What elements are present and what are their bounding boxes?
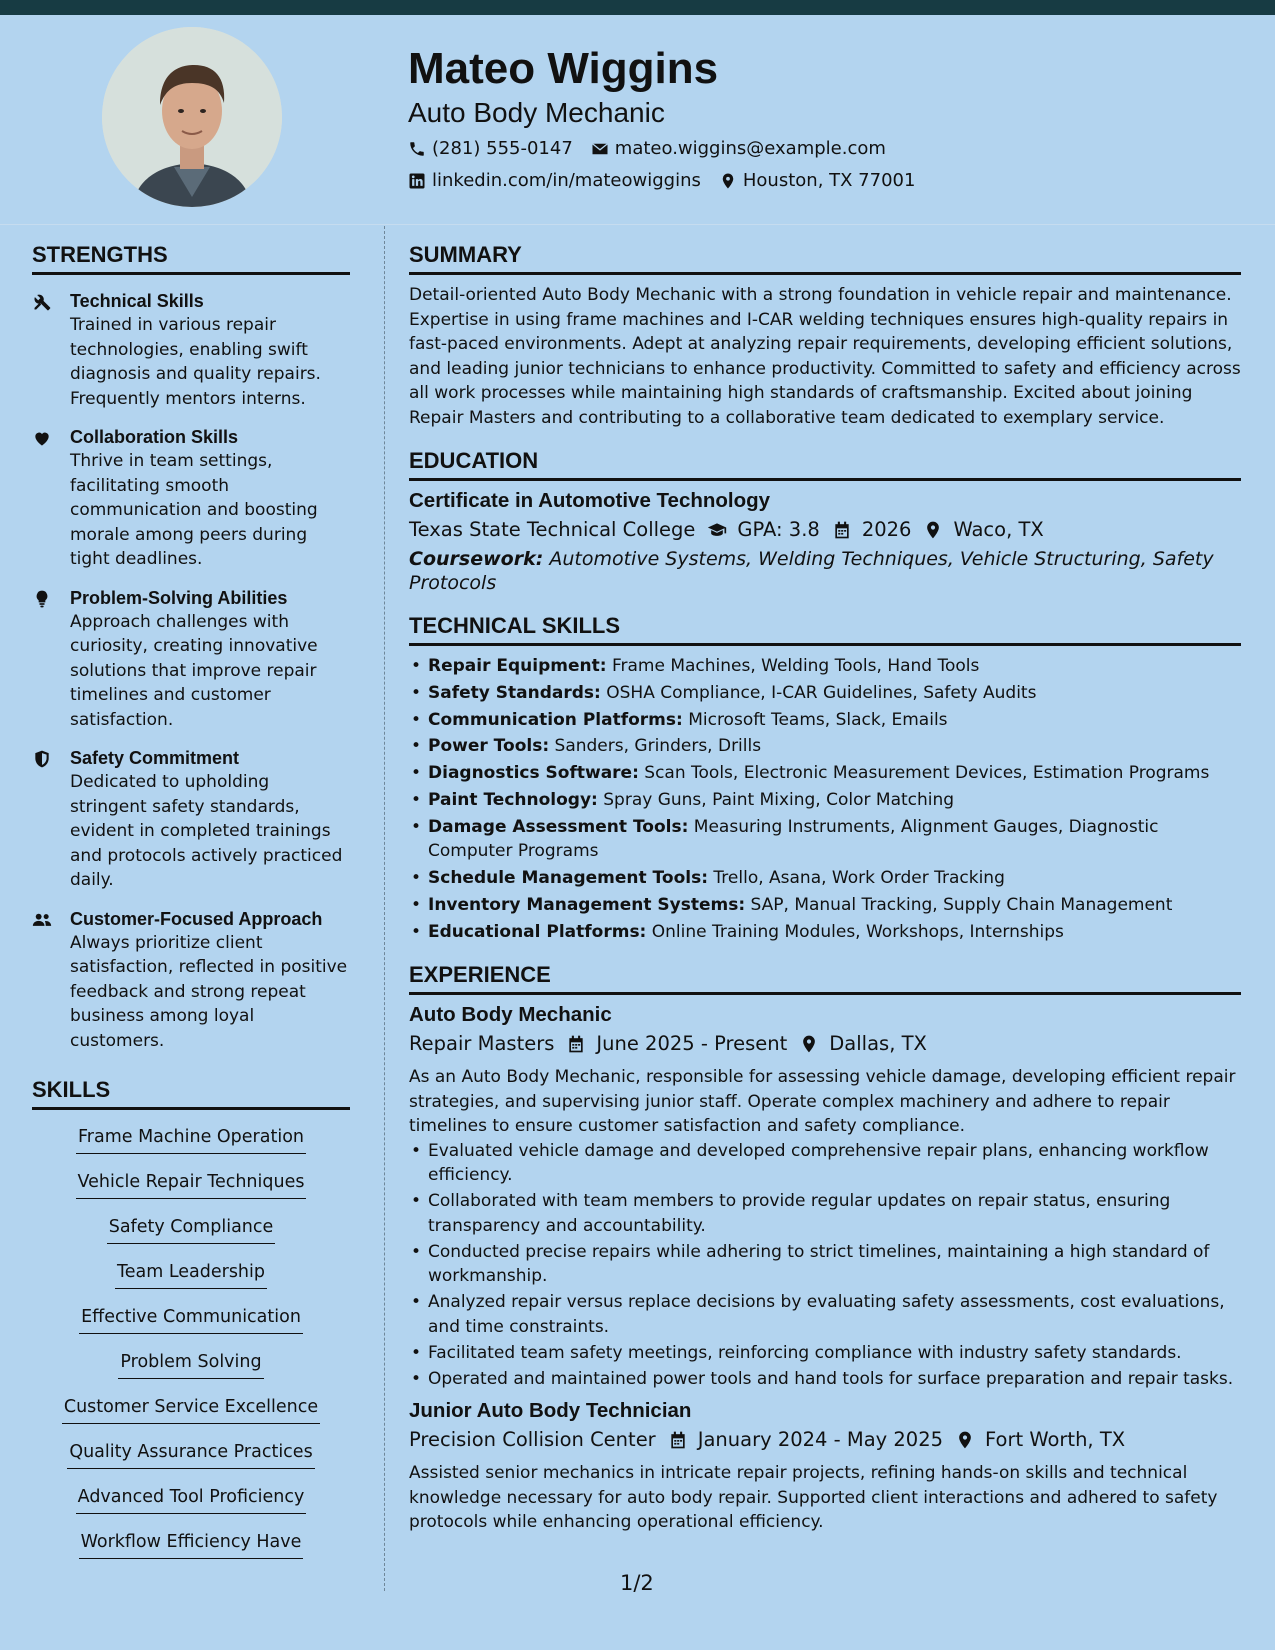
strength-item — [32, 907, 350, 1054]
coursework-label: Coursework: — [409, 548, 544, 570]
strength-desc: Approach challenges with curiosity, creating innovative solutions that improve repair timelines and customer satisfaction. — [70, 611, 318, 730]
map-pin-icon — [799, 1034, 819, 1054]
job-dates-item — [668, 1425, 943, 1455]
job-dates-item — [566, 1029, 787, 1059]
job-meta — [409, 1029, 1241, 1059]
edu-location-text: Waco, TX — [953, 518, 1044, 541]
strength-desc: Always prioritize client satisfaction, reflected in positive feedback and strong repeat business among loyal customers. — [70, 932, 348, 1051]
strength-title: Technical Skills — [70, 291, 204, 311]
calendar-icon — [832, 520, 852, 540]
strength-desc: Dedicated to upholding stringent safety standards, evident in completed trainings and protocols actively practiced daily. — [70, 772, 343, 890]
strengths-heading: STRENGTHS — [32, 240, 350, 275]
tech-skill-label: Repair Equipment: — [428, 656, 607, 676]
tech-skill-value: Spray Guns, Paint Mixing, Color Matching — [603, 789, 955, 810]
tech-skill-value: Microsoft Teams, Slack, Emails — [688, 709, 948, 730]
job-location: Fort Worth, TX — [985, 1428, 1126, 1452]
linkedin-contact[interactable] — [408, 166, 701, 196]
right-column — [409, 240, 1241, 1535]
strength-item — [32, 586, 350, 733]
list-item — [409, 708, 1241, 733]
list-item — [409, 893, 1241, 918]
job-location-item — [799, 1029, 927, 1059]
company-name: Repair Masters — [409, 1032, 555, 1056]
job-location: Dallas, TX — [829, 1032, 927, 1056]
job-title: Junior Auto Body Technician — [409, 1399, 692, 1423]
tech-skill-label: Diagnostics Software: — [428, 763, 639, 784]
list-item: • Conducted precise repairs while adhering to strict timelines, maintaining a high standard of workmanship. — [409, 1240, 1241, 1289]
tech-skill-label: Paint Technology: — [428, 789, 598, 810]
skill-tag: Quality Assurance Practices — [67, 1439, 314, 1469]
skill-tag: Customer Service Excellence — [62, 1394, 320, 1424]
summary-text: Detail-oriented Auto Body Mechanic with a strong foundation in vehicle repair and maintenance. Expertise in using frame machines and I-CAR welding techniques ensures high-quality repairs in fast-paced environments. Adept at analyzing repair requirements, developing efficient solutions, and leading junior technicians to enhance productivity. Committed to safety and efficiency across all work processes while maintaining high standards of craftsmanship. Excited about joining Repair Masters and contributing to a collaborative team dedicated to exemplary service. — [409, 285, 1241, 428]
degree-title: Certificate in Automotive Technology — [409, 489, 771, 512]
calendar-icon — [566, 1034, 586, 1054]
location-text: Houston, TX 77001 — [742, 170, 916, 191]
tech-skill-label: Educational Platforms: — [428, 921, 647, 942]
strength-item — [32, 289, 350, 411]
contact-row-1 — [408, 134, 1248, 164]
edu-location-item — [923, 515, 1043, 545]
strength-item — [32, 425, 350, 572]
lightbulb-icon — [32, 589, 52, 609]
job-description: Assisted senior mechanics in intricate repair projects, refining hands-on skills and technical knowledge necessary for auto body repair. Supported client interactions and adhered to safety protocols while enhancing operational efficiency. — [409, 1463, 1218, 1533]
tech-skill-value: Scan Tools, Electronic Measurement Devices, Estimation Programs — [644, 763, 1210, 784]
company-name: Precision Collision Center — [409, 1428, 656, 1452]
list-item — [409, 920, 1241, 945]
strength-desc: Thrive in team settings, facilitating smooth communication and boosting morale among peers during tight deadlines. — [70, 451, 318, 569]
tech-skill-value: Trello, Asana, Work Order Tracking — [713, 868, 1005, 889]
coursework — [409, 547, 1241, 595]
skill-tag: Effective Communication — [79, 1304, 303, 1334]
tech-skill-label: Damage Assessment Tools: — [428, 816, 689, 837]
location-contact — [719, 166, 916, 196]
tech-skill-label: Schedule Management Tools: — [428, 868, 708, 889]
list-item — [409, 734, 1241, 759]
job-bullets — [409, 1139, 1241, 1392]
linkedin-icon — [408, 172, 426, 190]
education-meta — [409, 515, 1241, 545]
education-heading: EDUCATION — [409, 446, 1241, 481]
list-item: • Evaluated vehicle damage and developed comprehensive repair plans, enhancing workflow efficiency. — [409, 1139, 1241, 1188]
tech-skill-value: Frame Machines, Welding Tools, Hand Tools — [611, 656, 980, 676]
job-dates: January 2024 - May 2025 — [697, 1428, 944, 1452]
skill-tag: Frame Machine Operation — [76, 1124, 306, 1154]
list-item — [409, 788, 1241, 813]
tech-skill-value: SAP, Manual Tracking, Supply Chain Management — [750, 894, 1173, 915]
list-item — [409, 815, 1241, 864]
heart-icon — [32, 428, 52, 448]
year-text: 2026 — [861, 518, 912, 541]
email-text: mateo.wiggins@example.com — [614, 138, 886, 159]
tech-skill-value: OSHA Compliance, I-CAR Guidelines, Safety Audits — [606, 682, 1037, 703]
calendar-icon — [668, 1430, 688, 1450]
skills-list — [32, 1124, 350, 1574]
left-column — [32, 240, 350, 1574]
gpa-text: GPA: 3.8 — [737, 518, 820, 541]
top-accent-bar — [0, 0, 1275, 15]
contact-row-2 — [408, 166, 1248, 196]
technical-skills-list — [409, 654, 1241, 944]
map-pin-icon — [955, 1430, 975, 1450]
school-name: Texas State Technical College — [409, 518, 696, 541]
tech-skill-label: Power Tools: — [428, 736, 550, 757]
skill-tag: Advanced Tool Proficiency — [76, 1484, 307, 1514]
skill-tag: Vehicle Repair Techniques — [76, 1169, 307, 1199]
tools-icon — [32, 292, 52, 312]
skills-heading: SKILLS — [32, 1075, 350, 1110]
profile-photo — [102, 27, 282, 207]
job-description: As an Auto Body Mechanic, responsible for assessing vehicle damage, developing efficient repair strategies, and supervising junior staff. Operate complex machinery and adhere to repair timelines to ensure customer satisfaction and safety compliance. — [409, 1067, 1236, 1137]
gpa-item — [707, 515, 819, 545]
users-icon — [32, 910, 52, 930]
skill-tag: Safety Compliance — [107, 1214, 276, 1244]
strength-title: Collaboration Skills — [70, 427, 239, 447]
summary-heading: SUMMARY — [409, 240, 1241, 275]
page-number: 1/2 — [620, 1571, 654, 1595]
skill-tag: Workflow Efficiency Have — [79, 1529, 304, 1559]
coursework-text: Automotive Systems, Welding Techniques, Vehicle Structuring, Safety Protocols — [409, 548, 1214, 594]
header-divider — [0, 224, 1275, 225]
job-dates: June 2025 - Present — [596, 1032, 788, 1056]
list-item — [409, 866, 1241, 891]
year-item — [832, 515, 912, 545]
tech-skill-label: Safety Standards: — [428, 682, 601, 703]
job-title: Auto Body Mechanic — [409, 1003, 612, 1027]
skill-tag: Problem Solving — [118, 1349, 263, 1379]
strength-desc: Trained in various repair technologies, enabling swift diagnosis and quality repairs. Frequently mentors interns. — [70, 315, 321, 409]
job-location-item — [955, 1425, 1125, 1455]
strength-title: Safety Commitment — [70, 748, 240, 768]
graduation-cap-icon — [707, 520, 727, 540]
tech-skill-value: Measuring Instruments, Alignment Gauges, Diagnostic Computer Programs — [428, 816, 1159, 862]
phone-text: (281) 555-0147 — [432, 138, 573, 159]
strength-title: Problem-Solving Abilities — [70, 587, 288, 608]
list-item — [409, 761, 1241, 786]
list-item — [409, 681, 1241, 706]
column-divider — [384, 226, 385, 1591]
job-meta — [409, 1425, 1241, 1455]
list-item — [409, 654, 1241, 679]
map-pin-icon — [719, 172, 737, 190]
list-item: • Collaborated with team members to provide regular updates on repair status, ensuring transparency and accountability. — [409, 1189, 1241, 1238]
tech-skill-value: Sanders, Grinders, Drills — [554, 736, 762, 757]
strength-title: Customer-Focused Approach — [70, 908, 323, 929]
skill-tag: Team Leadership — [115, 1259, 267, 1289]
list-item: • Analyzed repair versus replace decisions by evaluating safety assessments, cost evaluations, and time constraints. — [409, 1290, 1241, 1339]
candidate-title: Auto Body Mechanic — [408, 97, 665, 128]
avatar-image — [102, 27, 282, 207]
email-contact[interactable] — [591, 134, 886, 164]
tech-skill-label: Inventory Management Systems: — [428, 894, 746, 915]
candidate-name: Mateo Wiggins — [408, 44, 719, 93]
shield-icon — [32, 749, 52, 769]
tech-skill-label: Communication Platforms: — [428, 709, 683, 730]
list-item: • Facilitated team safety meetings, reinforcing compliance with industry safety standards. — [409, 1341, 1241, 1366]
experience-heading: EXPERIENCE — [409, 960, 1241, 995]
technical-skills-heading: TECHNICAL SKILLS — [409, 611, 1241, 646]
envelope-icon — [591, 140, 609, 158]
linkedin-text: linkedin.com/in/mateowiggins — [432, 170, 701, 191]
map-pin-icon — [923, 520, 943, 540]
strength-item — [32, 746, 350, 893]
list-item: • Operated and maintained power tools and hand tools for surface preparation and repair tasks. — [409, 1367, 1241, 1392]
tech-skill-value: Online Training Modules, Workshops, Internships — [651, 921, 1064, 942]
resume-header — [408, 42, 1248, 196]
phone-icon — [408, 140, 426, 158]
phone-contact[interactable] — [408, 134, 573, 164]
